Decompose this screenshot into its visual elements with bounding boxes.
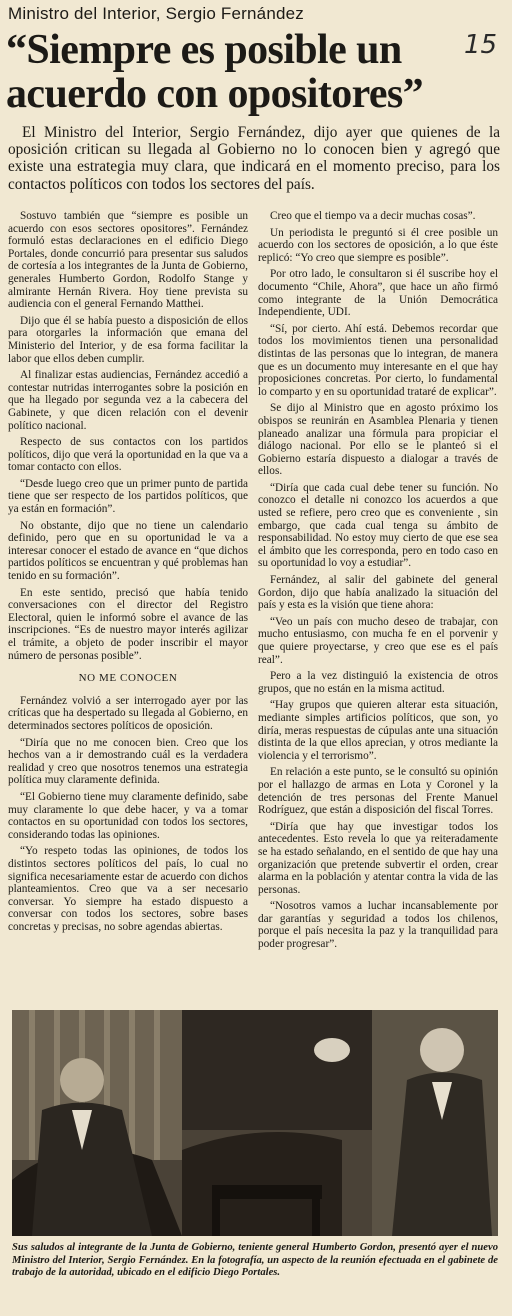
paragraph: “Diría que hay que investigar todos los antecedentes. Esto revela lo que ya reiteradamente se ha estado señalando, en el sentido de que hay una organización que pretende subvertir el orden, crear alarma en la población y atentar contra la vida de las personas. <box>258 820 498 896</box>
paragraph: Sostuvo también que “siempre es posible un acuerdo con esos sectores opositores”. Fernández formuló estas declaraciones en el edificio Diego Portales, donde concurrió para presentar sus saludos de cortesía a los integrantes de la Junta de Gobierno, generales Humberto Gordon, Rodolfo Stange y almirante Hernán Rivera. Hoy tiene prevista su audiencia con el general Fernando Matthei. <box>8 210 248 311</box>
paragraph: “Sí, por cierto. Ahí está. Debemos recordar que todos los movimientos tienen una personalidad distintas de las personas que lo integran, de manera que es un documento muy interesante en el que hay proposiciones concretas. Por cierto, lo fundamental lo comparto y en su oportunidad trataré de explicar”. <box>258 322 498 398</box>
lead-paragraph: El Ministro del Interior, Sergio Fernández, dijo ayer que quienes de la oposición critican su llegada al Gobierno no lo conocen bien y agregó que existe una estrategia muy clara, que indicará en el momento preciso, para los contactos políticos con todos los sectores del país. <box>8 124 500 193</box>
paragraph: En relación a este punto, se le consultó su opinión por el hallazgo de armas en Lota y Coronel y la detención de tres personas del Frente Manuel Rodríguez, que están a disposición del fiscal Torres. <box>258 766 498 817</box>
paragraph: Respecto de sus contactos con los partidos políticos, dijo que verá la oportunidad en la que va a tomar contacto con ellos. <box>8 436 248 474</box>
paragraph: “Desde luego creo que un primer punto de partida tiene que ser respecto de los partidos políticos, que ya están en formación”. <box>8 477 248 516</box>
column-left-part-b <box>8 695 248 934</box>
subhead: NO ME CONOCEN <box>78 672 178 685</box>
paragraph: Un periodista le preguntó si él cree posible un acuerdo con los sectores de oposición, a lo que éste replicó: “Yo creo que siempre es posible”. <box>258 226 498 264</box>
paragraph: “Nosotros vamos a luchar incansablemente por dar garantías y seguridad a todos los chilenos, porque el país necesita la paz y la tranquilidad para poder progresar”. <box>258 900 498 951</box>
paragraph: Por otro lado, le consultaron si él suscribe hoy el documento “Chile, Ahora”, que hace un año firmó como integrante de la Unión Democrática Independiente, UDI. <box>258 268 498 319</box>
paragraph: “El Gobierno tiene muy claramente definido, sabe muy claramente lo que debe hacer, y va a tomar contactos en su oportunidad con todos los sectores, considerando todas las opiniones. <box>8 790 248 841</box>
photo-illustration <box>12 1010 498 1236</box>
column-left <box>8 210 248 937</box>
paragraph: “Veo un país con mucho deseo de trabajar, con mucho entusiasmo, con mucha fe en el porvenir y que quiere proyectarse, y creo que ese es el país real”. <box>258 615 498 666</box>
paragraph: No obstante, dijo que no tiene un calendario definido, pero que en su oportunidad le va a interesar conocer el estado de avance en “que dichos partidos políticos se encuentran y qué problemas han tenido en su formación”. <box>8 519 248 583</box>
paragraph: Dijo que él se había puesto a disposición de ellos para otorgarles la información que emana del Ministerio del Interior, y de esa forma facilitar la labor que ellos deben cumplir. <box>8 314 248 365</box>
paragraph: Creo que el tiempo va a decir muchas cosas”. <box>270 210 476 222</box>
paragraph: “Diría que no me conocen bien. Creo que los hechos van a ir demostrando cuál es la verdadera realidad y creo que nosotros tenemos una estrategia política muy claramente definida. <box>8 736 248 787</box>
paragraph: Se dijo al Ministro que en agosto próximo los obispos se reunirán en Asamblea Plenaria y tienen planeado analizar una fórmula para propiciar el diálogo nacional. Por ello se le planteó si el Gobierno estaría dispuesto a dialogar a través de ellos. <box>258 402 498 478</box>
kicker: Ministro del Interior, Sergio Fernández <box>8 4 304 23</box>
photo-caption: Sus saludos al integrante de la Junta de Gobierno, teniente general Humberto Gordon, presentó ayer el nuevo Ministro del Interior, Sergio Fernández. En la fotografía, un aspecto de la reunión efectuada en el gabinete de trabajo de la autoridad, ubicado en el edificio Diego Portales. <box>12 1242 498 1279</box>
paragraph: Fernández, al salir del gabinete del general Gordon, dijo que había analizado la situación del país y esta es la visión que tiene ahora: <box>258 574 498 612</box>
paragraph: Pero a la vez distinguió la existencia de otros grupos, que no están en la misma actitud. <box>258 670 498 695</box>
paragraph: Fernández volvió a ser interrogado ayer por las críticas que ha despertado su llegada al Gobierno, en determinados sectores políticos de oposición. <box>8 694 248 732</box>
paragraph: En este sentido, precisó que había tenido conversaciones con el director del Registro Electoral, quien le informó sobre el avance de las inscripciones. “Es de nuestro mayor interés agilizar el trámite, a objeto de poder inscribir el mayor número de personas posible”. <box>8 586 248 662</box>
paragraph: “Diría que cada cual debe tener su función. No conozco el detalle ni conozco los acuerdos a que usted se refiere, pero creo que es conveniente , sin embargo, que cada cual tenga su ámbito de responsabilidad. No estoy muy cierto de que ese sea el ámbito que les corresponda, pero en todo caso en su oportunidad lo voy a estudiar”. <box>258 481 498 570</box>
headline: “Siempre es posible un acuerdo con opositores” <box>6 27 424 117</box>
column-left-part-a <box>8 210 248 662</box>
column-right <box>258 210 498 955</box>
paragraph: Al finalizar estas audiencias, Fernández accedió a contestar nutridas interrogantes sobre la posición en que ha llegado por segunda vez a la cabecera del Gabinete, y que dicen relación con el devenir político nacional. <box>8 369 248 432</box>
handwritten-page-number: 15 <box>464 30 498 60</box>
paragraph: “Hay grupos que quieren alterar esta situación, mediante simples artificios políticos, que son, yo diría, meras respuestas de cúpulas ante una situación distinta de la que ellos aprecian, y otros mediante la violencia y el terrorismo”. <box>258 699 498 762</box>
photograph <box>12 1010 498 1236</box>
paragraph: “Yo respeto todas las opiniones, de todos los distintos sectores políticos del país, lo cual no significa necesariamente estar de acuerdo con dichos planteamientos. Creo que va a ser necesario conversar. Yo siempre ha estado dispuesto a conversar con todos los sectores, sobre bases concretas y precisas, no sobre agendas abiertas. <box>8 845 248 933</box>
